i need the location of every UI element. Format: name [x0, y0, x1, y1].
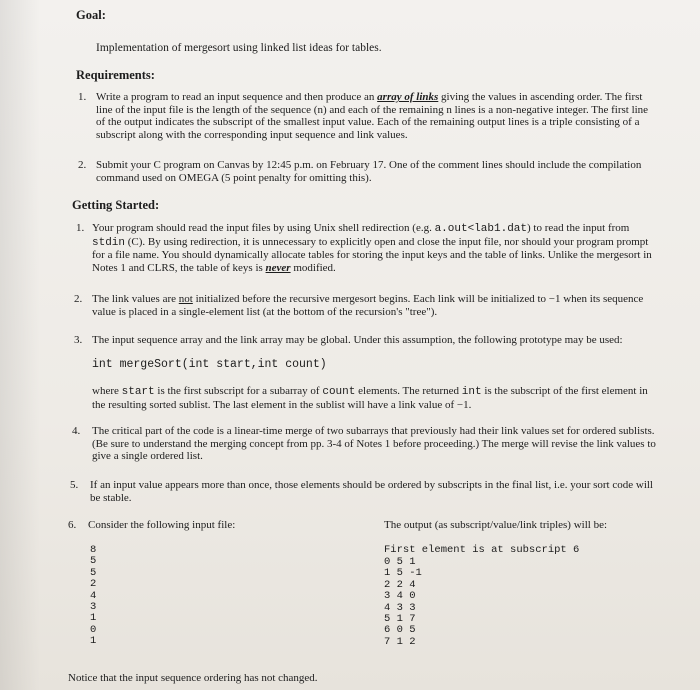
- gs-4-text: The critical part of the code is a linear-time merge of two subarrays that previously had their link values set for ordered sublists. (Be sure to understand the merging concept from pp. 3-4 of Notes 1 before proceeding.) The merge will revise the link values to give a single ordered list.: [92, 425, 656, 462]
- gs-3-prototype: int mergeSort(int start,int count): [92, 358, 327, 371]
- req-1-post: giving the values in ascending order. The first line of the input file is the length of the sequence (n) and each of the remaining n lines is a non-negative integer. The first line of the output indicates the subscript of the smallest input value. Each of the remaining output lines is a triple consisting of a subscript along with the corresponding input sequence and link values.: [96, 91, 649, 141]
- input-file-listing: [90, 545, 96, 648]
- gs-6-left-label: Consider the following input file:: [88, 519, 236, 531]
- gs-3-after-pre: where: [92, 385, 122, 397]
- req-1-text: [96, 91, 654, 141]
- req-2-text: Submit your C program on Canvas by 12:45 p.m. on February 17. One of the comment lines should include the compilation command used on OMEGA (5 point penalty for omitting this).: [96, 159, 642, 184]
- gs-4-number: 4.: [72, 425, 81, 437]
- gs-3-after-c1: start: [121, 386, 155, 398]
- gs-3-after-post: is the subscript of the first element in the resulting sorted sublist. The last element in the sublist will have a link value of −1.: [92, 385, 648, 411]
- req-1-number: 1.: [78, 91, 87, 103]
- goal-heading: Goal:: [76, 8, 106, 22]
- gs-1-emph: never: [265, 261, 291, 274]
- gs-3-after-m2: elements. The returned: [355, 385, 462, 397]
- output-listing: [384, 557, 422, 648]
- output-line: 1 5 -1: [384, 567, 422, 580]
- output-first-line: First element is at subscript 6: [384, 544, 580, 556]
- gs-3-after: [92, 385, 658, 411]
- requirements-heading: Requirements:: [76, 68, 155, 82]
- output-line: 4 3 3: [384, 601, 416, 614]
- gs-1-text: [92, 222, 656, 274]
- req-1-emph: array of links: [377, 91, 439, 103]
- gs-6-number: 6.: [68, 519, 77, 531]
- gs-1-pre: Your program should read the input files by using Unix shell redirection (e.g.: [92, 222, 435, 234]
- gs-1-code2: stdin: [92, 236, 126, 249]
- output-line: 2 2 4: [384, 578, 416, 591]
- output-line: 7 1 2: [384, 635, 416, 648]
- gs-3-after-c2: count: [322, 386, 356, 398]
- gs-3-text: The input sequence array and the link array may be global. Under this assumption, the following prototype may be used:: [92, 334, 623, 346]
- gs-3-number: 3.: [74, 334, 83, 346]
- input-line: 3: [90, 601, 97, 614]
- input-line: 5: [90, 566, 97, 579]
- gs-1-number: 1.: [76, 222, 85, 234]
- closing-note: Notice that the input sequence ordering has not changed.: [68, 672, 318, 684]
- input-line: 8: [90, 544, 97, 556]
- input-line: 4: [90, 589, 97, 602]
- input-line: 1: [90, 612, 97, 625]
- input-line: 0: [90, 623, 97, 636]
- gs-2-pre: The link values are: [92, 293, 179, 305]
- gs-5-text: If an input value appears more than once, those elements should be ordered by subscripts in the final list, i.e. your sort code will be stable.: [90, 479, 653, 504]
- output-line: 6 0 5: [384, 624, 416, 637]
- input-line: 5: [90, 555, 97, 568]
- input-line: 1: [90, 635, 97, 648]
- output-line: 5 1 7: [384, 613, 416, 626]
- gs-2-emph: not: [178, 293, 193, 305]
- output-line: 3 4 0: [384, 590, 416, 603]
- gs-2-number: 2.: [74, 293, 83, 305]
- gs-1-mid: ) to read the input from: [527, 222, 630, 234]
- gs-5-number: 5.: [70, 479, 79, 491]
- input-line: 2: [90, 578, 97, 591]
- req-2-number: 2.: [78, 159, 87, 171]
- gs-3-after-c3: int: [461, 386, 482, 398]
- gs-1-post: (C). By using redirection, it is unnecessary to explicitly open and close the input file, nor should your program prompt for a file name. You should dynamically allocate tables for storing the input keys and the table of links. Unlike the mergesort in Notes 1 and CLRS, the table of keys is: [92, 235, 652, 274]
- gs-3-after-m1: is the first subscript for a subarray of: [154, 385, 323, 397]
- output-line: 0 5 1: [384, 556, 416, 568]
- gs-1-code1: a.out<lab1.dat: [434, 223, 527, 235]
- gs-1-end: modified.: [290, 261, 336, 274]
- getting-started-heading: Getting Started:: [72, 198, 160, 212]
- gs-2-post: initialized before the recursive mergesort begins. Each link will be initialized to −1 when its sequence value is placed in a single-element list (at the bottom of the recursion's "tree").: [92, 293, 644, 318]
- goal-text: Implementation of mergesort using linked list ideas for tables.: [96, 42, 382, 54]
- gs-2-text: [92, 293, 656, 318]
- page-shadow: [0, 0, 40, 690]
- gs-6-right-label: The output (as subscript/value/link triples) will be:: [384, 519, 608, 531]
- req-1-pre: Write a program to read an input sequence and then produce an: [96, 91, 378, 103]
